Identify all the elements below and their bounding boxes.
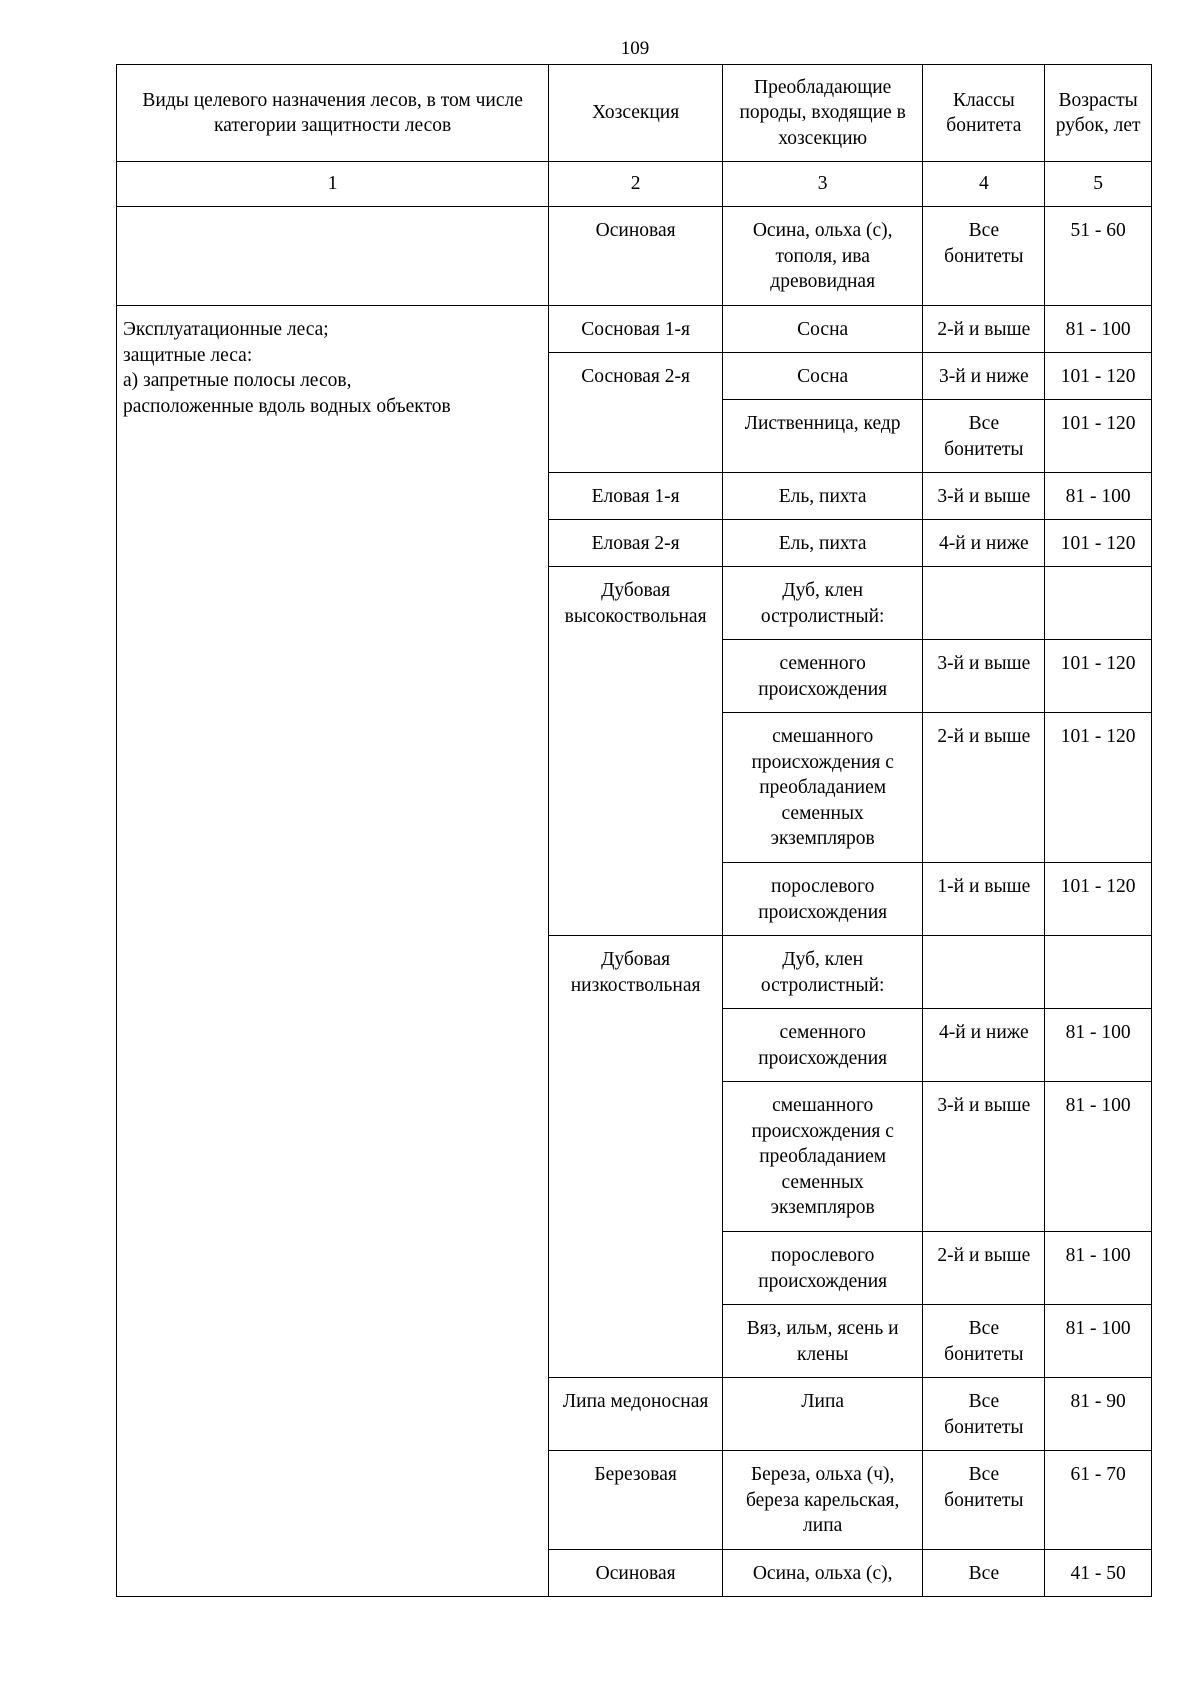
column-number-row (117, 162, 1152, 207)
section-cell: Дубовая низкоствольная (549, 936, 723, 1378)
section-cell: Березовая (549, 1451, 723, 1550)
species-cell: Лиственница, кедр (722, 400, 923, 473)
species-cell: Дуб, клен остролистный: (722, 567, 923, 640)
site-class-cell: 1-й и выше (923, 863, 1045, 936)
header-species: Преобладающие породы, входящие в хозсекцию (722, 65, 923, 162)
section-cell: Еловая 2-я (549, 520, 723, 567)
species-cell: Сосна (722, 353, 923, 400)
felling-age-cell (1045, 936, 1152, 1009)
species-cell: семенного происхождения (722, 640, 923, 713)
section-cell: Сосновая 2-я (549, 353, 723, 473)
felling-age-cell: 81 - 100 (1045, 1009, 1152, 1082)
species-cell: Ель, пихта (722, 520, 923, 567)
species-cell: Ель, пихта (722, 473, 923, 520)
felling-age-cell: 101 - 120 (1045, 713, 1152, 863)
section-cell: Осиновая (549, 207, 723, 306)
section-cell: Сосновая 1-я (549, 306, 723, 353)
site-class-cell: Все бонитеты (923, 400, 1045, 473)
species-cell: Дуб, клен остролистный: (722, 936, 923, 1009)
felling-age-cell: 101 - 120 (1045, 520, 1152, 567)
species-cell: семенного происхождения (722, 1009, 923, 1082)
felling-age-cell: 81 - 100 (1045, 306, 1152, 353)
site-class-cell: Все бонитеты (923, 1451, 1045, 1550)
site-class-cell: 3-й и ниже (923, 353, 1045, 400)
site-class-cell: 3-й и выше (923, 473, 1045, 520)
felling-age-cell: 81 - 100 (1045, 1305, 1152, 1378)
site-class-cell: Все бонитеты (923, 1378, 1045, 1451)
felling-age-cell: 81 - 100 (1045, 1232, 1152, 1305)
site-class-cell: 2-й и выше (923, 306, 1045, 353)
felling-age-cell: 101 - 120 (1045, 863, 1152, 936)
site-class-cell: Все бонитеты (923, 207, 1045, 306)
site-class-cell: Все бонитеты (923, 1305, 1045, 1378)
felling-age-cell: 81 - 90 (1045, 1378, 1152, 1451)
header-forest-purpose: Виды целевого назначения лесов, в том числе категории защитности лесов (117, 65, 549, 162)
site-class-cell (923, 567, 1045, 640)
felling-age-cell: 101 - 120 (1045, 640, 1152, 713)
section-cell: Осиновая (549, 1550, 723, 1597)
felling-age-table (116, 64, 1152, 1597)
site-class-cell: 3-й и выше (923, 640, 1045, 713)
site-class-cell: 4-й и ниже (923, 1009, 1045, 1082)
column-number: 4 (923, 162, 1045, 207)
header-site-class: Классы бонитета (923, 65, 1045, 162)
section-cell: Еловая 1-я (549, 473, 723, 520)
species-cell: Вяз, ильм, ясень и клены (722, 1305, 923, 1378)
felling-age-cell: 61 - 70 (1045, 1451, 1152, 1550)
site-class-cell: 2-й и выше (923, 713, 1045, 863)
header-felling-age: Возрасты рубок, лет (1045, 65, 1152, 162)
species-cell: Сосна (722, 306, 923, 353)
site-class-cell: 2-й и выше (923, 1232, 1045, 1305)
felling-age-cell: 101 - 120 (1045, 353, 1152, 400)
species-cell: Осина, ольха (с), (722, 1550, 923, 1597)
species-cell: порослевого происхождения (722, 1232, 923, 1305)
category-cell-empty (117, 207, 549, 306)
category-line: а) запретные полосы лесов, (123, 370, 352, 391)
felling-age-cell: 81 - 100 (1045, 473, 1152, 520)
species-cell: смешанного происхождения с преобладанием семенных экземпляров (722, 713, 923, 863)
felling-age-cell: 51 - 60 (1045, 207, 1152, 306)
section-cell: Липа медоносная (549, 1378, 723, 1451)
page-number: 109 (620, 38, 650, 59)
column-number: 2 (549, 162, 723, 207)
felling-age-cell: 81 - 100 (1045, 1082, 1152, 1232)
table-header-row (117, 65, 1152, 162)
column-number: 5 (1045, 162, 1152, 207)
site-class-cell: Все (923, 1550, 1045, 1597)
category-line: расположенные вдоль водных объектов (123, 395, 451, 417)
felling-age-cell: 101 - 120 (1045, 400, 1152, 473)
table-row (117, 207, 1152, 306)
species-cell: смешанного происхождения с преобладанием семенных экземпляров (722, 1082, 923, 1232)
species-cell: Липа (722, 1378, 923, 1451)
species-cell: Береза, ольха (ч), береза карельская, липа (722, 1451, 923, 1550)
site-class-cell (923, 936, 1045, 1009)
section-cell: Дубовая высокоствольная (549, 567, 723, 936)
site-class-cell: 4-й и ниже (923, 520, 1045, 567)
site-class-cell: 3-й и выше (923, 1082, 1045, 1232)
header-section: Хозсекция (549, 65, 723, 162)
table-row (117, 306, 1152, 353)
felling-age-cell (1045, 567, 1152, 640)
category-cell (117, 306, 549, 1597)
species-cell: Осина, ольха (с), тополя, ива древовидная (722, 207, 923, 306)
category-line: защитные леса: (123, 344, 253, 366)
species-cell: порослевого происхождения (722, 863, 923, 936)
column-number: 3 (722, 162, 923, 207)
column-number: 1 (117, 162, 549, 207)
felling-age-cell: 41 - 50 (1045, 1550, 1152, 1597)
category-line: Эксплуатационные леса; (123, 319, 329, 340)
